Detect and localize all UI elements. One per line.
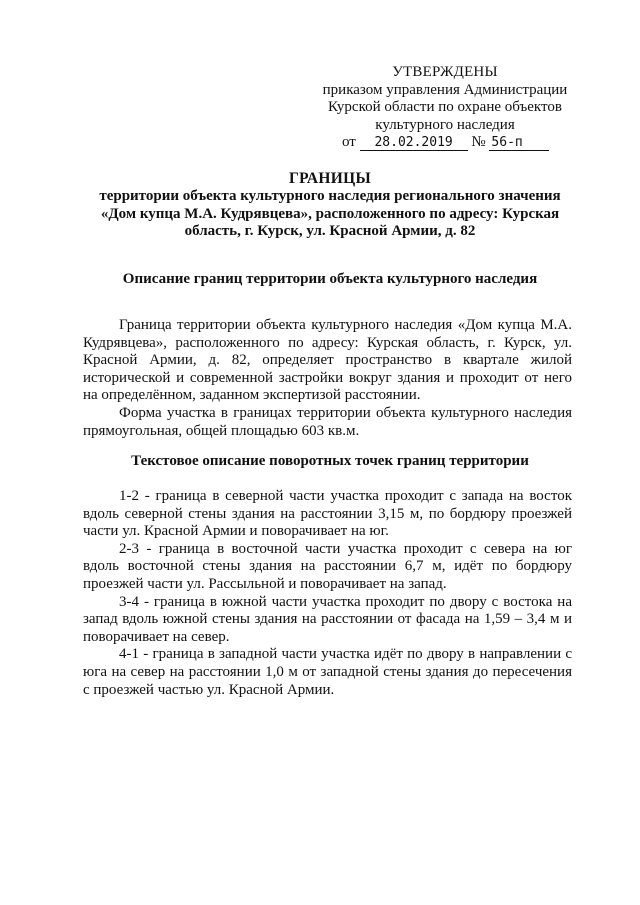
paragraph: 3-4 - граница в южной части участка проходит по двору с востока на запад вдоль южной стены здания на расстоянии от фасада на 1,59 – 3,4 м и поворачивает на север. xyxy=(83,593,572,645)
title-subtitle: территории объекта культурного наследия регионального значения «Дом купца М.А. Кудрявцева», расположенного по адресу: Курская область, г. Курск, ул. Красной Армии, д. 82 xyxy=(99,188,561,239)
paragraph: 1-2 - граница в северной части участка проходит с запада на восток вдоль северной стены здания на расстоянии 3,15 м, по бордюру проезжей части ул. Красной Армии и поворачивает на юг. xyxy=(83,488,572,540)
number-label: № xyxy=(471,134,486,150)
approval-line-1: приказом управления Администрации xyxy=(322,81,568,98)
order-number: 56-п xyxy=(489,136,549,151)
order-date: 28.02.2019 xyxy=(360,136,468,151)
section-2-heading: Текстовое описание поворотных точек границ территории xyxy=(131,453,529,469)
from-label: от xyxy=(342,134,356,150)
section-1-heading: Описание границ территории объекта культурного наследия xyxy=(122,271,538,287)
order-details xyxy=(300,134,590,152)
paragraph: 2-3 - граница в восточной части участка проходит с севера на юг вдоль восточной стены здания на расстоянии 6,7 м, идёт по бордюру проезжей части ул. Рассыльной и поворачивает на запад. xyxy=(83,540,572,592)
approval-heading: УТВЕРЖДЕНЫ xyxy=(392,64,498,80)
section-2-body xyxy=(83,488,572,699)
approval-line-3: культурного наследия xyxy=(375,116,515,133)
paragraph: Форма участка в границах территории объекта культурного наследия прямоугольная, общей площадью 603 кв.м. xyxy=(83,404,572,439)
document-title xyxy=(80,170,580,241)
section-1-body xyxy=(83,317,572,440)
approval-stamp xyxy=(300,64,590,152)
paragraph: 4-1 - граница в западной части участка идёт по двору в направлении с юга на север на расстоянии 1,0 м от западной стены здания до пересечения с проезжей частью ул. Красной Армии. xyxy=(83,646,572,698)
paragraph: Граница территории объекта культурного наследия «Дом купца М.А. Кудрявцева», расположенного по адресу: Курская область, г. Курск, ул. Красной Армии, д. 82, определяет пространство в квартале жилой исторической и современной застройки вокруг здания и проходит от него на определённом, заданном экспертизой расстоянии. xyxy=(83,317,572,404)
approval-line-2: Курской области по охране объектов xyxy=(328,99,562,115)
title-main: ГРАНИЦЫ xyxy=(288,170,372,187)
